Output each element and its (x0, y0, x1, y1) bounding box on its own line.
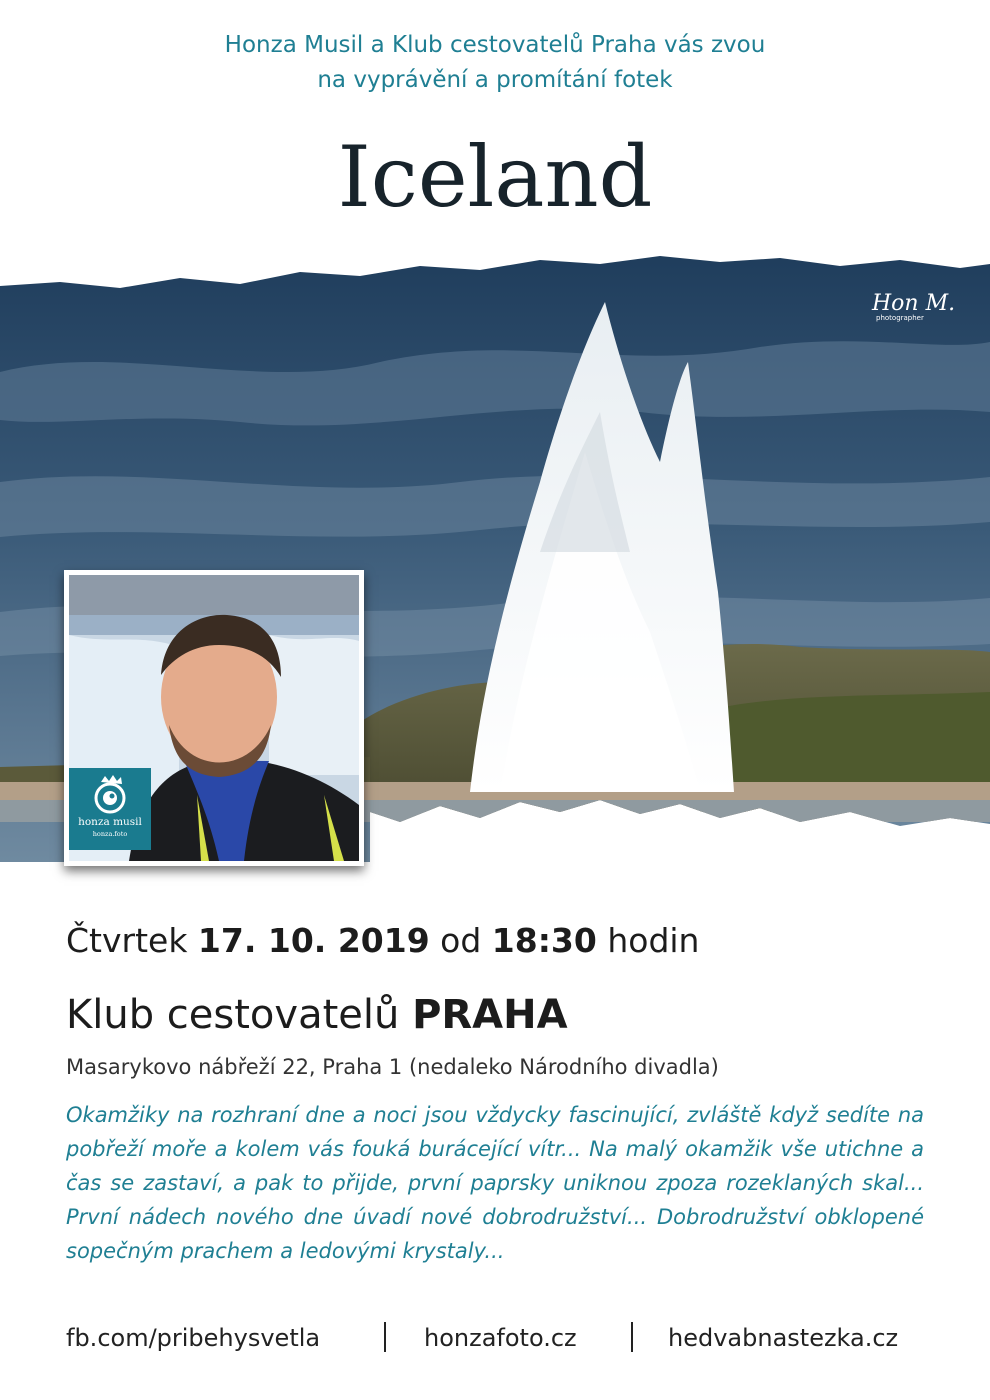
venue-name (66, 985, 568, 1045)
venue-prefix: Klub cestovatelů (66, 992, 413, 1038)
invitation-text (0, 28, 990, 98)
event-time: 18:30 (491, 921, 597, 960)
invitation-line-1: Honza Musil a Klub cestovatelů Praha vás zvou (224, 32, 766, 58)
portrait-photo (69, 575, 359, 861)
hedvabnastezka-link[interactable]: hedvabnastezka.cz (668, 1324, 899, 1352)
photographer-logo (69, 768, 151, 850)
venue-city: PRAHA (412, 992, 568, 1038)
page-title: Iceland (337, 128, 653, 226)
footer-links (0, 1318, 990, 1358)
venue-address: Masarykovo nábřeží 22, Praha 1 (nedaleko Národního divadla) (66, 1055, 719, 1079)
honzafoto-link[interactable]: honzafoto.cz (424, 1324, 577, 1352)
event-description: Okamžiky na rozhraní dne a noci jsou vždycky fascinující, zvláště když sedíte na pobřeží moře a kolem vás fouká burácející vítr... Na malý okamžik vše utichne a čas se zastaví, a pak to přijde, první paprsky uniknou zpoza rozeklaných skal... První nádech nového dne úvadí nové dobrodružství... Dobrodružství obklopené sopečným prachem a ledovými krystaly... (66, 1103, 924, 1263)
footer-divider (631, 1322, 633, 1352)
portrait-frame (64, 570, 364, 866)
event-date-value: 17. 10. 2019 (197, 921, 430, 960)
invitation-line-2: na vyprávění a promítání fotek (317, 67, 673, 93)
camera-eye-icon (69, 772, 151, 816)
event-suffix: hodin (596, 921, 700, 960)
logo-site: honza.foto (92, 830, 128, 838)
logo-name: honza musil (78, 816, 142, 828)
event-day: Čtvrtek (66, 921, 198, 960)
photographer-signature-sub: photographer (876, 314, 924, 322)
facebook-link[interactable]: fb.com/pribehysvetla (66, 1324, 321, 1352)
footer-divider (384, 1322, 386, 1352)
event-from: od (429, 921, 492, 960)
event-date (66, 916, 699, 966)
photographer-signature: Hon M. (872, 291, 956, 316)
